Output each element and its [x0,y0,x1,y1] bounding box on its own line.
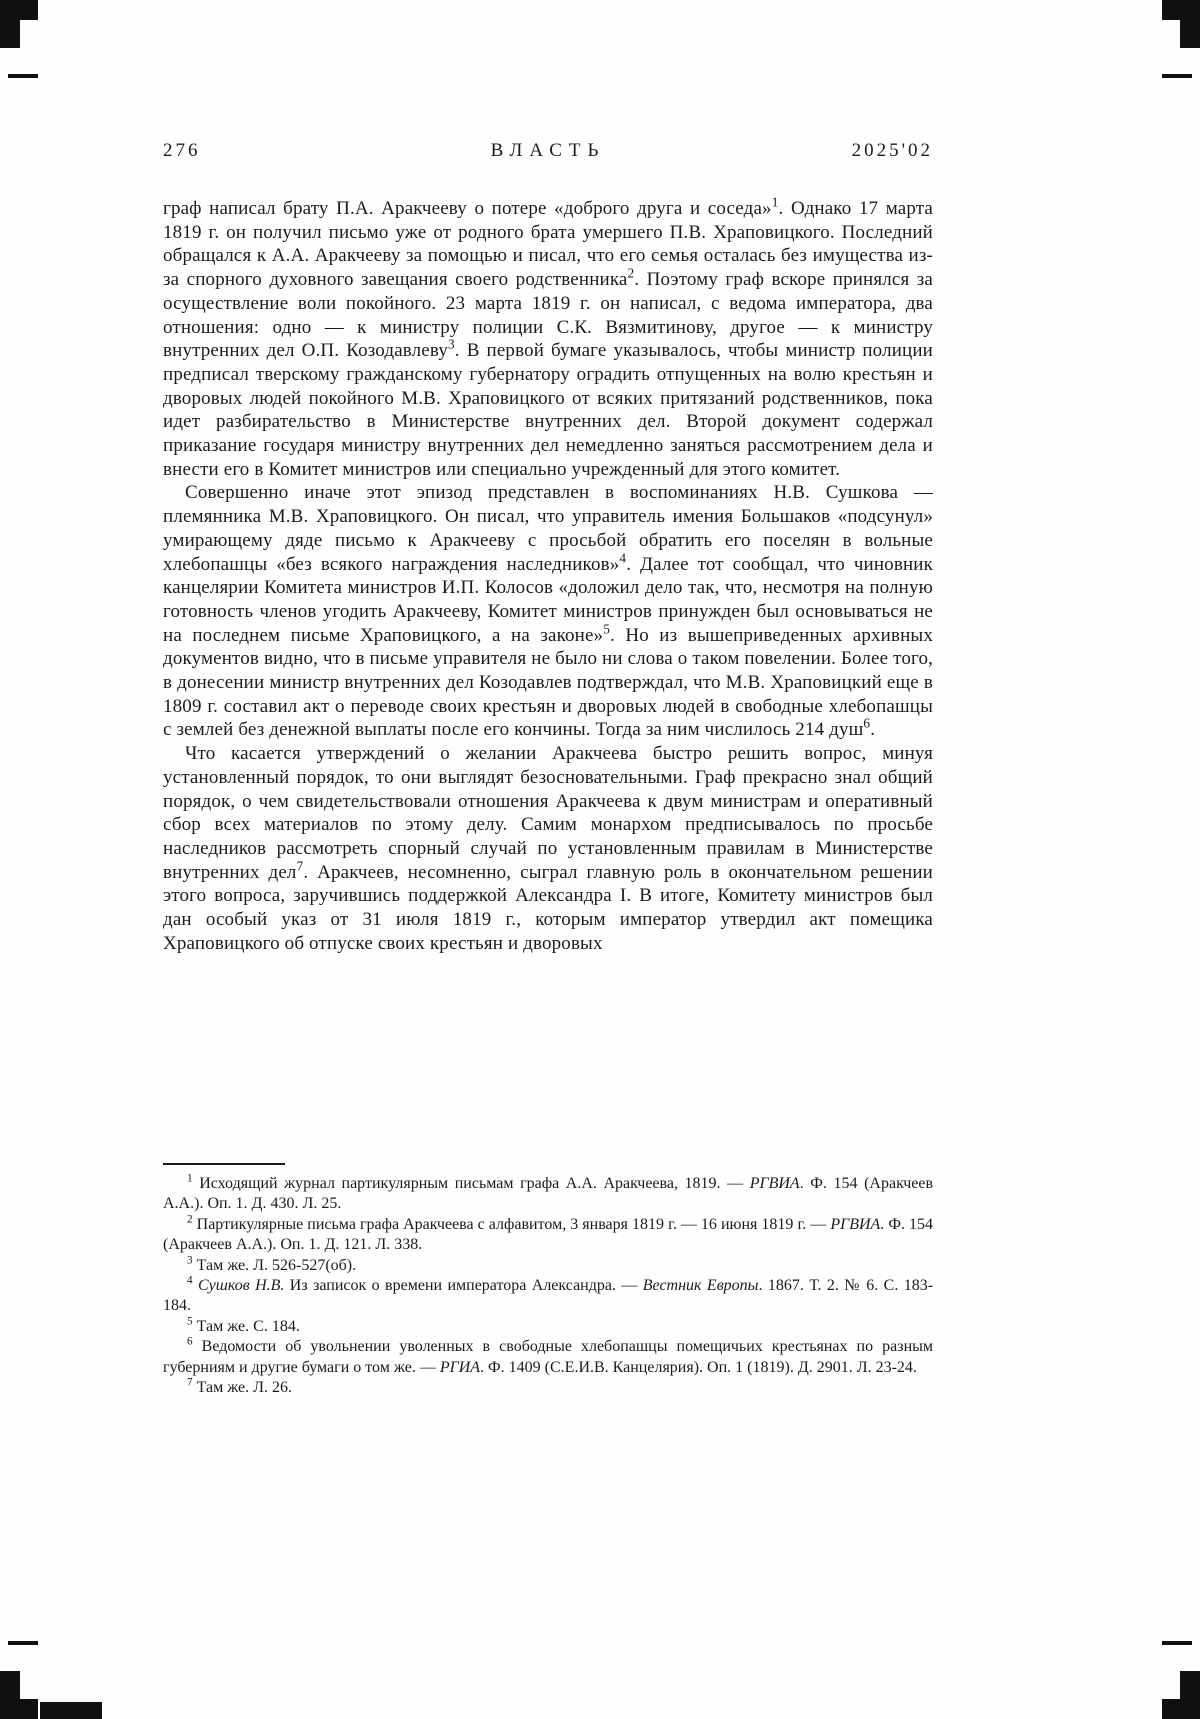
paragraph: Совершенно иначе этот эпизод представлен в воспоминаниях Н.В. Сушкова — племянника М.В. Храповицкого. Он писал, что управитель имения Большаков «подсунул» умирающему дяде письмо к Аракчееву с просьбой обратить его поселян в вольные хлебопашцы «без всякого награждения наследников»$^4$. Далее тот сообщал, что чиновник канцелярии Комитета министров И.П. Колосов «доложил дело так, что, несмотря на полную готовность членов угодить Аракчееву, Комитет министров принужден был основываться не на последнем письме Храповицкого, а на законе»$^5$. Но из вышеприведенных архивных документов видно, что в письме управителя не было ни слова о таком повелении. Более того, в донесении министр внутренних дел Козодавлев подтверждал, что М.В. Храповицкий еще в 1809 г. составил акт о переводе своих крестьян и дворовых людей в свободные хлебопашцы с землей без денежной выплаты после его кончины. Тогда за ним числилось 214 душ$^6$. [163,482,933,741]
footnote: $^4$ Сушков Н.В. Из записок о времени императора Александра. — Вестник Европы. 1867. Т. 2. № 6. С. 183-184. [163,1274,934,1315]
footnote-ref: 2 [627,265,635,281]
italic-text: Сушков Н.В. [198,1277,285,1295]
footnote-number: 5 [187,1315,193,1328]
footnote: $^2$ Партикулярные письма графа Аракчеева с алфавитом, 3 января 1819 г. — 16 июня 1819 г. — РГВИА. Ф. 154 (Аракчеев А.А.). Оп. 1. Д. 121. Л. 338. [163,1213,934,1254]
registration-dash-bottom-right [1162,1641,1192,1645]
footnote-ref: 3 [447,336,455,352]
registration-bar-bottom [40,1702,102,1719]
footnote-number: 2 [187,1213,193,1226]
footnote-ref: 5 [603,621,611,637]
footnotes [163,1174,933,1398]
footnote: $^5$ Там же. С. 184. [187,1315,300,1335]
footnote-ref: 1 [771,194,779,210]
registration-dash-bottom-left [8,1641,38,1645]
paragraph: Что касается утверждений о желании Аракчеева быстро решить вопрос, минуя установленный порядок, то они выглядят безосновательными. Граф прекрасно знал общий порядок, о чем свидетельствовали отношения Аракчеева к двум министрам и оперативный сбор всех материалов по этому делу. Самим монархом предписывалось по просьбе наследников рассмотреть спорный случай по установленным правилам в Министерстве внутренних дел$^7$. Аракчеев, несомненно, сыграл главную роль в окончательном решении этого вопроса, заручившись поддержкой Александра I. В итоге, Комитету министров был дан особый указ от 31 июля 1819 г., которым император утвердил акт помещика Храповицкого об отпуске своих крестьян и дворовых [163,743,933,954]
footnote: $^6$ Ведомости об увольнении уволенных в свободные хлебопашцы помещичьих крестьянах по разным губерниям и другие бумаги о том же. — РГИА. Ф. 1409 (С.Е.И.В. Канцелярия). Оп. 1 (1819). Д. 2901. Л. 23-24. [163,1335,934,1376]
crop-mark-bottom-left [0,1671,20,1719]
footnote-ref: 6 [863,716,871,732]
crop-mark-bottom-right [1180,1671,1200,1719]
registration-dash-right [1162,74,1192,78]
page-number: 276 [163,140,201,161]
footnote-ref: 4 [619,550,627,566]
crop-mark-top-left [0,0,20,48]
article-body [163,194,933,956]
footnote-separator [163,1163,285,1165]
italic-text: РГВИА [749,1175,800,1192]
italic-text: РГВИА [830,1215,881,1233]
registration-dash-left [8,74,38,78]
journal-title: ВЛАСТЬ [490,140,606,161]
footnote-number: 4 [187,1274,193,1287]
issue-label: 2025'02 [851,140,933,161]
footnote: $^1$ Исходящий журнал партикулярным письмам графа А.А. Аракчеева, 1819. — РГВИА. Ф. 154 (Аракчеев А.А.). Оп. 1. Д. 430. Л. 25. [163,1172,934,1213]
footnote: $^7$ Там же. Л. 26. [187,1376,292,1397]
paragraph: граф написал брату П.А. Аракчееву о потере «доброго друга и соседа»$^1$. Однако 17 марта 1819 г. он получил письмо уже от родного брата умершего П.В. Храповицкого. Последний обращался к А.А. Аракчееву за помощью и писал, что его семья осталась без имущества из-за спорного духовного завещания своего родственника$^2$. Поэтому граф вскоре принялся за осуществление воли покойного. 23 марта 1819 г. он написал, с ведома императора, два отношения: одно — к министру полиции С.К. Вязмитинову, другое — к министру внутренних дел О.П. Козодавлеву$^3$. В первой бумаге указывалось, чтобы министр полиции предписал тверскому гражданскому губернатору оградить отпущенных на волю крестьян и дворовых людей покойного М.В. Храповицкого от всяких притязаний родственников, пока идет разбирательство в Министерстве внутренних дел. Второй документ содержал приказание государя министру внутренних дел немедленно заняться рассмотрением дела и внести его в Комитет министров или специально учрежденный для этого комитет. [163,194,933,480]
footnote-number: 3 [187,1254,193,1267]
footnote-number: 1 [187,1172,193,1185]
page-header [163,140,933,166]
footnote-number: 6 [187,1335,193,1348]
italic-text: Вестник Европы [642,1277,759,1295]
footnote: $^3$ Там же. Л. 526-527(об). [187,1254,357,1274]
footnote-ref: 7 [296,858,304,874]
italic-text: РГИА [439,1358,481,1376]
footnote-number: 7 [187,1376,193,1389]
crop-mark-top-right [1180,0,1200,48]
